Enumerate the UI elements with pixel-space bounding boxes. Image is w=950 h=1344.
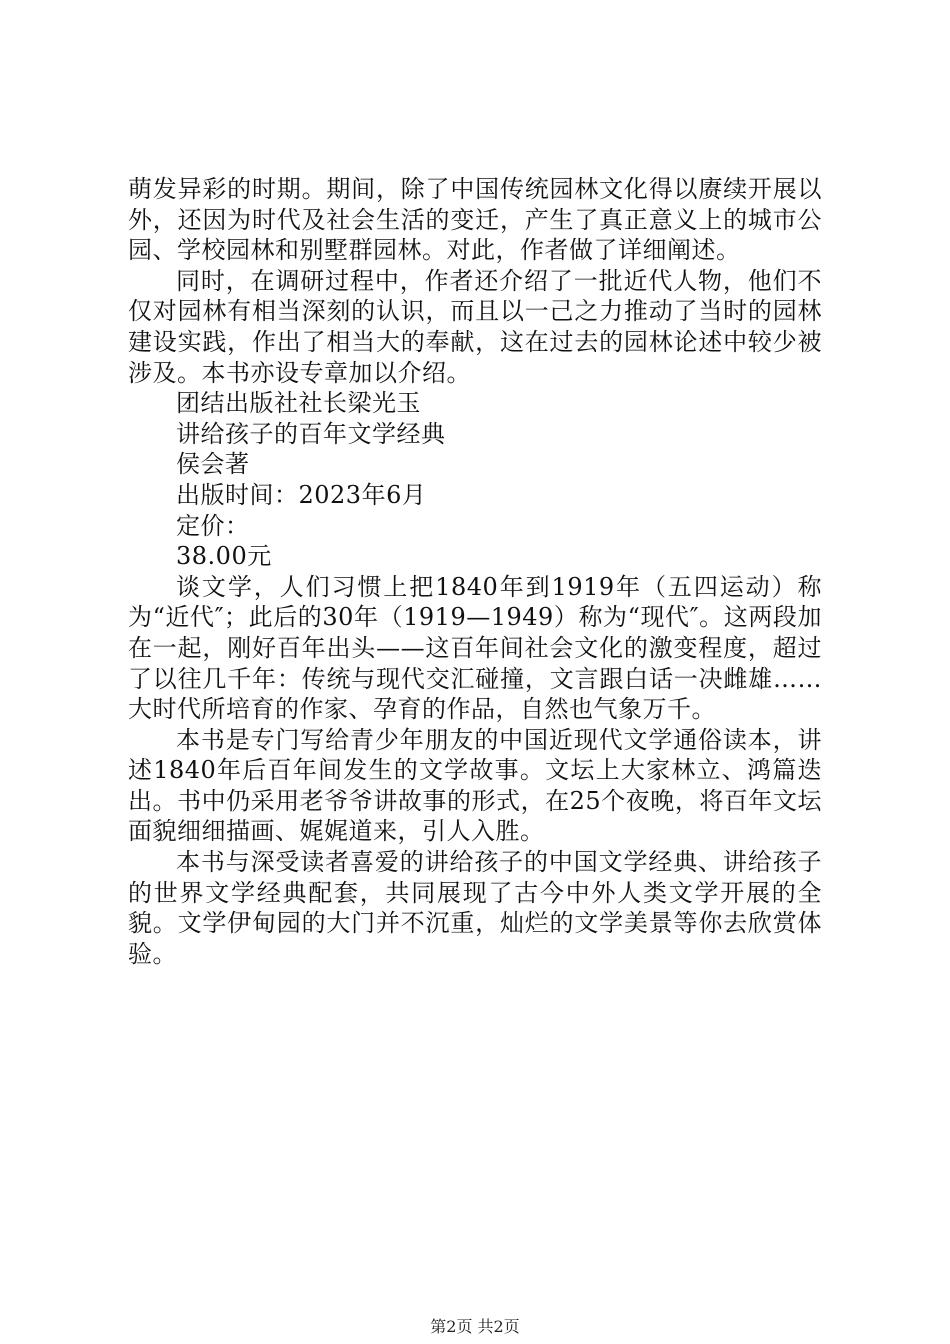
publisher-line: 团结出版社社长梁光玉 xyxy=(176,389,421,418)
author-line: 侯会著 xyxy=(176,450,250,479)
price-label: 定价： xyxy=(176,511,250,540)
paragraph-book-description: 本书是专门写给青少年朋友的中国近现代文学通俗读本，讲述1840年后百年间发生的文学故事。文坛上大家林立、鸿篇迭出。书中仍采用老爷爷讲故事的形式，在25个夜晚，将百年文坛面貌细细描画、娓娓道来，引人入胜。 xyxy=(128,725,822,846)
price-value: 38.00元 xyxy=(176,542,272,571)
book-title: 讲给孩子的百年文学经典 xyxy=(176,419,446,448)
paragraph-intro: 萌发异彩的时期。期间，除了中国传统园林文化得以赓续开展以外，还因为时代及社会生活的变迁，产生了真正意义上的城市公园、学校园林和别墅群园林。对此，作者做了详细阐述。 xyxy=(128,175,822,265)
paragraph-series-note: 本书与深受读者喜爱的讲给孩子的中国文学经典、讲给孩子的世界文学经典配套，共同展现了古今中外人类文学开展的全貌。文学伊甸园的大门并不沉重，灿烂的文学美景等你去欣赏体验。 xyxy=(128,848,822,968)
document-body xyxy=(128,174,822,969)
page-footer: 第2页 共2页 xyxy=(430,1317,520,1336)
paragraph-modern-figures: 同时，在调研过程中，作者还介绍了一批近代人物，他们不仅对园林有相当深刻的认识，而且以一己之力推动了当时的园林建设实践，作出了相当大的奉献，这在过去的园林论述中较少被涉及。本书亦设专章加以介绍。 xyxy=(128,266,822,387)
publish-date: 出版时间：2023年6月 xyxy=(176,480,427,509)
paragraph-literature-intro: 谈文学，人们习惯上把1840年到1919年（五四运动）称为“近代″；此后的30年（1919—1949）称为“现代″。这两段加在一起，刚好百年出头——这百年间社会文化的激变程度，超过了以往几千年：传统与现代交汇碰撞，文言跟白话一决雌雄……大时代所培育的作家、孕育的作品，自然也气象万千。 xyxy=(128,572,822,724)
